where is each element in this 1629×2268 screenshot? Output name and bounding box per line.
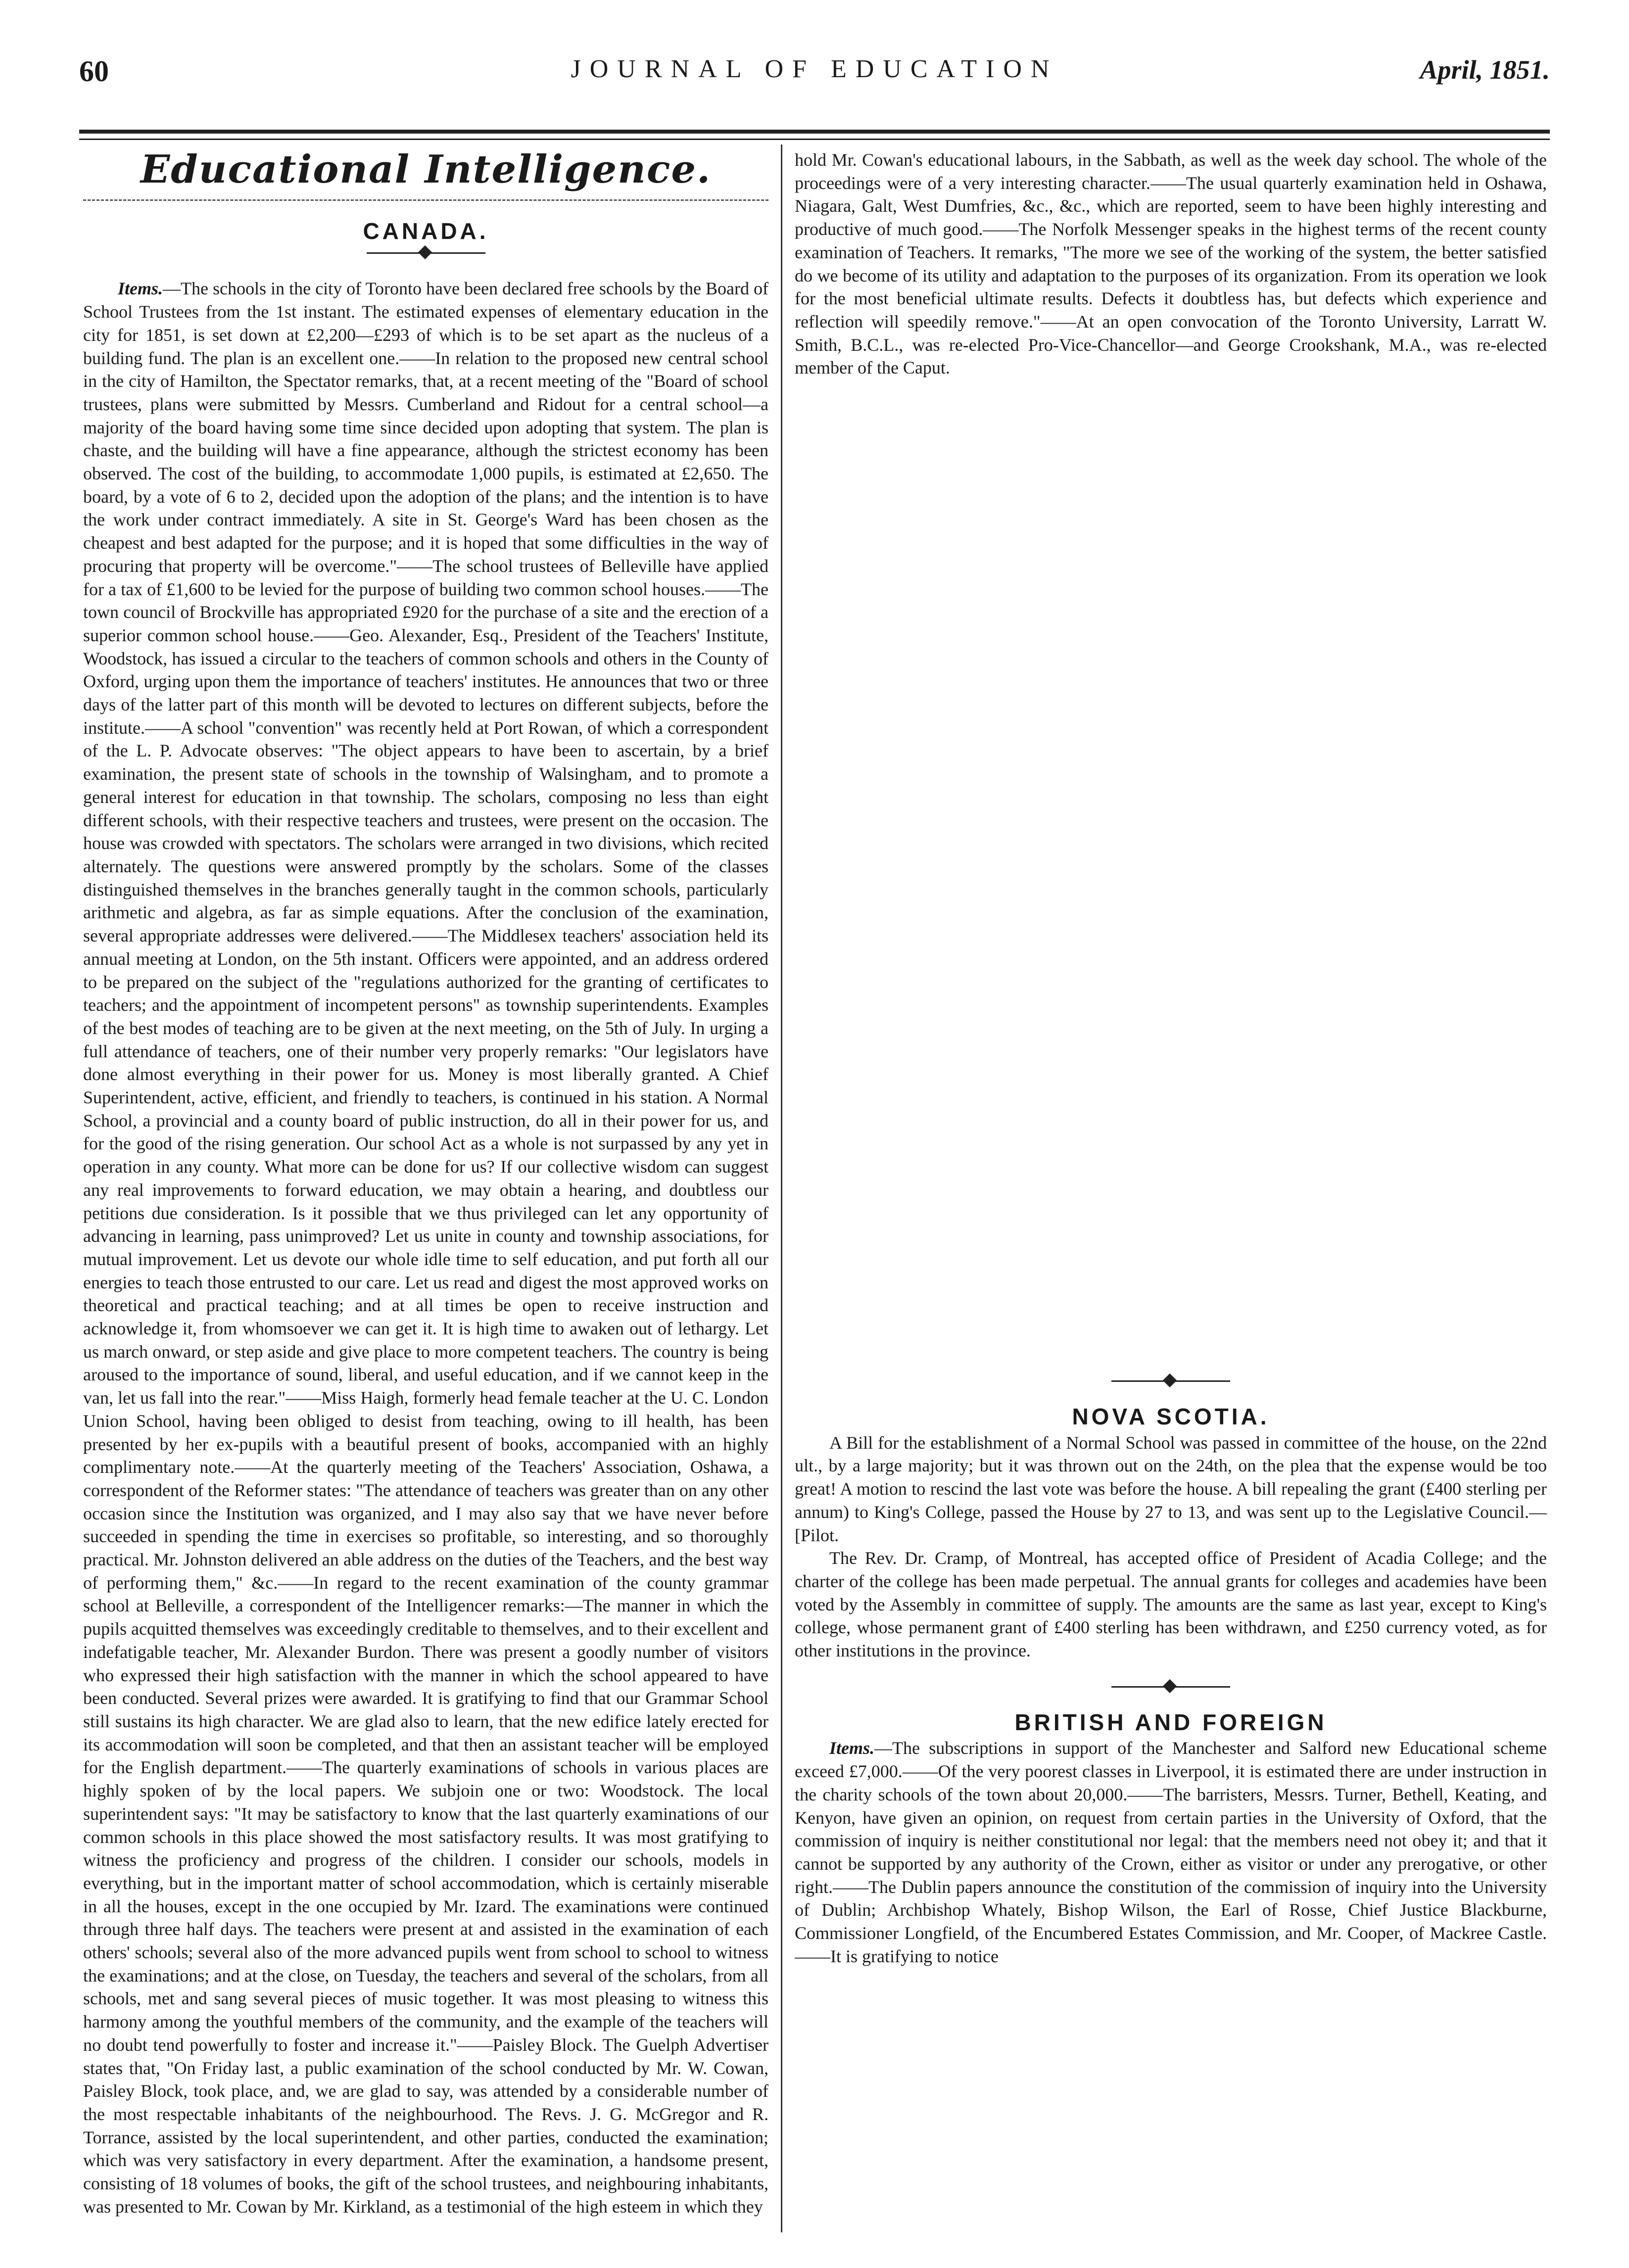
ornament-diamond-icon bbox=[1163, 1373, 1177, 1387]
nova-scotia-paragraph-2: The Rev. Dr. Cramp, of Montreal, has accepted office of President of Acadia College; and the charter of the college has been made perpetual. The annual grants for colleges and academies have been voted by the Assembly in committee of supply. The amounts are the same as last year, except to King's college, whose permanent grant of £400 sterling has been withdrawn, and £250 currency voted, as for other institutions in the province. bbox=[795, 1548, 1547, 1661]
canada-text-continued: hold Mr. Cowan's educational labours, in the Sabbath, as well as the week day school. The whole of the proceedings were of a very interesting character.——The usual quarterly examination held in Oshawa, Niagara, Galt, West Dumfries, &c., &c., which are reported, seem to have been highly interesting and productive of much good.——The Norfolk Messenger speaks in the highest terms of the recent county examination of Teachers. It remarks, "The more we see of the working of the system, the better satisfied do we become of its utility and adaptation to the purposes of its organization. From its operation we look for the most beneficial ultimate results. Defects it doubtless has, but defects which experience and reflection will speedily remove."——At an open convocation of the Toronto University, Larratt W. Smith, B.C.L., was re-elected Pro-Vice-Chancellor—and George Crookshank, M.A., was re-elected member of the Caput. bbox=[795, 150, 1547, 378]
canada-items-label: Items. bbox=[118, 279, 163, 299]
issue-date: April, 1851. bbox=[1420, 55, 1550, 85]
canada-article-continued bbox=[795, 148, 1547, 1361]
main-section-title: Educational Intelligence. bbox=[140, 147, 712, 192]
header-rule-thin bbox=[79, 139, 1550, 140]
nova-scotia-top-ornament bbox=[1111, 1373, 1230, 1388]
journal-title: JOURNAL OF EDUCATION bbox=[571, 55, 1058, 83]
ornament-diamond-icon bbox=[1163, 1679, 1177, 1693]
british-foreign-text: —The subscriptions in support of the Manchester and Salford new Educational scheme exceed £7,000.——Of the very poorest classes in Liverpool, it is estimated there are under instruction in the charity schools of the town about 20,000.——The barristers, Messrs. Turner, Bethell, Keating, and Kenyon, have given an opinion, on request from certain parties in the University of Oxford, that the commission of inquiry is neither constitutional nor legal: that the members need not obey it; and that it cannot be supported by any authority of the Crown, either as visitor or under any prerogative, or other right.——The Dublin papers announce the constitution of the commission of inquiry into the University of Dublin; Archbishop Whately, Bishop Wilson, the Earl of Rosse, Chief Justice Blackburne, Commissioner Longfield, of the Encumbered Estates Commission, and Mr. Cooper, of Mackree Castle.——It is gratifying to notice bbox=[795, 1738, 1547, 1966]
british-foreign-heading: BRITISH AND FOREIGN bbox=[1014, 1709, 1327, 1735]
british-items-label: Items. bbox=[829, 1738, 875, 1758]
canada-article bbox=[83, 277, 768, 2218]
column-divider bbox=[781, 144, 782, 2232]
header-rule-thick bbox=[79, 130, 1550, 134]
canada-paragraph bbox=[83, 277, 768, 2218]
canada-text: —The schools in the city of Toronto have been declared free schools by the Board of School Trustees from the 1st instant. The estimated expenses of elementary education in the city for 1851, is set down at £2,200—£293 of which is to be set apart as the nucleus of a building fund. The plan is an excellent one.——In relation to the proposed new central school in the city of Hamilton, the Spectator remarks, that, at a recent meeting of the "Board of school trustees, plans were submitted by Messrs. Cumberland and Ridout for a central school—a majority of the board having some time since decided upon adopting that system. The plan is chaste, and the building will have a fine appearance, although the strictest economy has been observed. The cost of the building, to accommodate 1,000 pupils, is estimated at £2,650. The board, by a vote of 6 to 2, decided upon the adoption of the plans; and the intention is to have the work under contract immediately. A site in St. George's Ward has been chosen as the cheapest and best adapted for the purpose; and it is hoped that some difficulties in the way of procuring that property will be overcome."——The school trustees of Belleville have applied for a tax of £1,600 to be levied for the purpose of building two common school houses.——The town council of Brockville has appropriated £920 for the purchase of a site and the erection of a superior common school house.——Geo. Alexander, Esq., President of the Teachers' Institute, Woodstock, has issued a circular to the teachers of common schools and others in the County of Oxford, urging upon them the importance of teachers' institutes. He announces that two or three days of the latter part of this month will be devoted to lectures on different subjects, before the institute.——A school "convention" was recently held at Port Rowan, of which a correspondent of the L. P. Advocate observes: "The object appears to have been to ascertain, by a brief examination, the present state of schools in the township of Walsingham, and to promote a general interest for education in that township. The scholars, composing no less than eight different schools, with their respective teachers and trustees, were present on the occasion. The house was crowded with spectators. The scholars were arranged in two divisions, which recited alternately. The questions were answered promptly by the scholars. Some of the classes distinguished themselves in the branches generally taught in the common schools, particularly arithmetic and algebra, as far as simple equations. After the conclusion of the examination, several appropriate addresses were delivered.——The Middlesex teachers' association held its annual meeting at London, on the 5th instant. Officers were appointed, and an address ordered to be prepared on the subject of the "regulations authorized for the granting of certificates to teachers; and the appointment of incompetent persons" as township superintendents. Examples of the best modes of teaching are to be given at the next meeting, on the 5th of July. In urging a full attendance of teachers, one of their number very properly remarks: "Our legislators have done almost everything in their power for us. Money is most liberally granted. A Chief Superintendent, active, efficient, and friendly to teachers, is continued in his station. A Normal School, a provincial and a county board of public instruction, do all in their power for us, and for the good of the rising generation. Our school Act as a whole is not surpassed by any yet in operation in any county. What more can be done for us? If our collective wisdom can suggest any real improvements to forward education, we may obtain a hearing, and doubtless our petitions due consideration. Is it possible that we thus privileged can let any opportunity of advancing in learning, pass unimproved? Let us unite in county and township associations, for mutual improvement. Let us devote our whole idle time to self education, and put forth all our energies to teach those entrusted to our care. Let us read and digest the most approved works on theoretical and practical teaching; and at all times be open to receive instruction and acknowledge it, from whomsoever we can get it. It is high time to awaken out of lethargy. Let us march onward, or step aside and give place to more competent teachers. The country is being aroused to the importance of sound, liberal, and useful education, and if we cannot keep in the van, let us fall into the rear."——Miss Haigh, formerly head female teacher at the U. C. London Union School, having been obliged to desist from teaching, owing to ill health, has been presented by her ex-pupils with a beautiful present of books, accompanied with an highly complimentary note.——At the quarterly meeting of the Teachers' Association, Oshawa, a correspondent of the Reformer states: "The attendance of teachers was greater than on any other occasion since the Institution was organized, and I may also say that we have never before succeeded in spending the time in exercises so profitable, so interesting, and so thoroughly practical. Mr. Johnston delivered an able address on the duties of the Teachers, and the best way of performing them," &c.——In regard to the recent examination of the county grammar school at Belleville, a correspondent of the Intelligencer remarks:—The manner in which the pupils acquitted themselves was exceedingly creditable to themselves, and to their excellent and indefatigable teacher, Mr. Alexander Burdon. There was present a goodly number of visitors who expressed their high satisfaction with the manner in which the school appeared to have been conducted. Several prizes were awarded. It is gratifying to find that our Grammar School still sustains its high character. We are glad also to learn, that the new edifice lately erected for its accommodation will soon be completed, and that then an assistant teacher will be employed for the English department.——The quarterly examinations of schools in various places are highly spoken of by the local papers. We subjoin one or two: Woodstock. The local superintendent says: "It may be satisfactory to know that the last quarterly examinations of our common schools in this place showed the most satisfactory results. It was most gratifying to witness the proficiency and progress of the children. I consider our schools, models in everything, but in the important matter of school accommodation, which is certainly miserable in all the houses, except in the one occupied by Mr. Izard. The examinations were continued through three half days. The teachers were present at and assisted in the examination of each others' schools; several also of the more advanced pupils went from school to school to witness the examinations; and at the close, on Tuesday, the teachers and several of the scholars, from all schools, met and sang several pieces of music together. It was most pleasing to witness this harmony among the youthful members of the community, and the example of the teachers will no doubt tend powerfully to foster and increase it."——Paisley Block. The Guelph Advertiser states that, "On Friday last, a public examination of the school conducted by Mr. W. Cowan, Paisley Block, took place, and, we are glad to say, was attended by a considerable number of the most respectable inhabitants of the neighbourhood. The Revs. J. G. McGregor and R. Torrance, assisted by the local superintendent, and other parties, conducted the examination; which was very satisfactory in every department. After the examination, a handsome present, consisting of 18 volumes of books, the gift of the school trustees, and neighbouring inhabitants, was presented to Mr. Cowan by Mr. Kirkland, as a testimonial of the high esteem in which they bbox=[83, 279, 768, 2217]
nova-scotia-heading: NOVA SCOTIA. bbox=[1072, 1404, 1270, 1429]
page-header bbox=[79, 54, 1550, 99]
british-foreign-paragraph bbox=[795, 1737, 1547, 1968]
british-top-ornament bbox=[1111, 1679, 1230, 1694]
ornament-diamond-icon bbox=[418, 245, 431, 259]
canada-heading: CANADA. bbox=[363, 218, 489, 244]
right-column bbox=[795, 148, 1547, 1968]
canada-ornament bbox=[367, 245, 485, 260]
left-column bbox=[83, 148, 768, 2218]
page-number: 60 bbox=[79, 55, 109, 88]
nova-scotia-paragraph-1: A Bill for the establishment of a Normal School was passed in committee of the house, on the 22nd ult., by a large majority; but it was thrown out on the 24th, on the plea that the expense would be too great! A motion to rescind the last vote was before the house. A bill repealing the grant (£400 sterling per annum) to King's College, passed the House by 27 to 13, and was sent up to the Legislative Council.—[Pilot. bbox=[795, 1432, 1547, 1545]
